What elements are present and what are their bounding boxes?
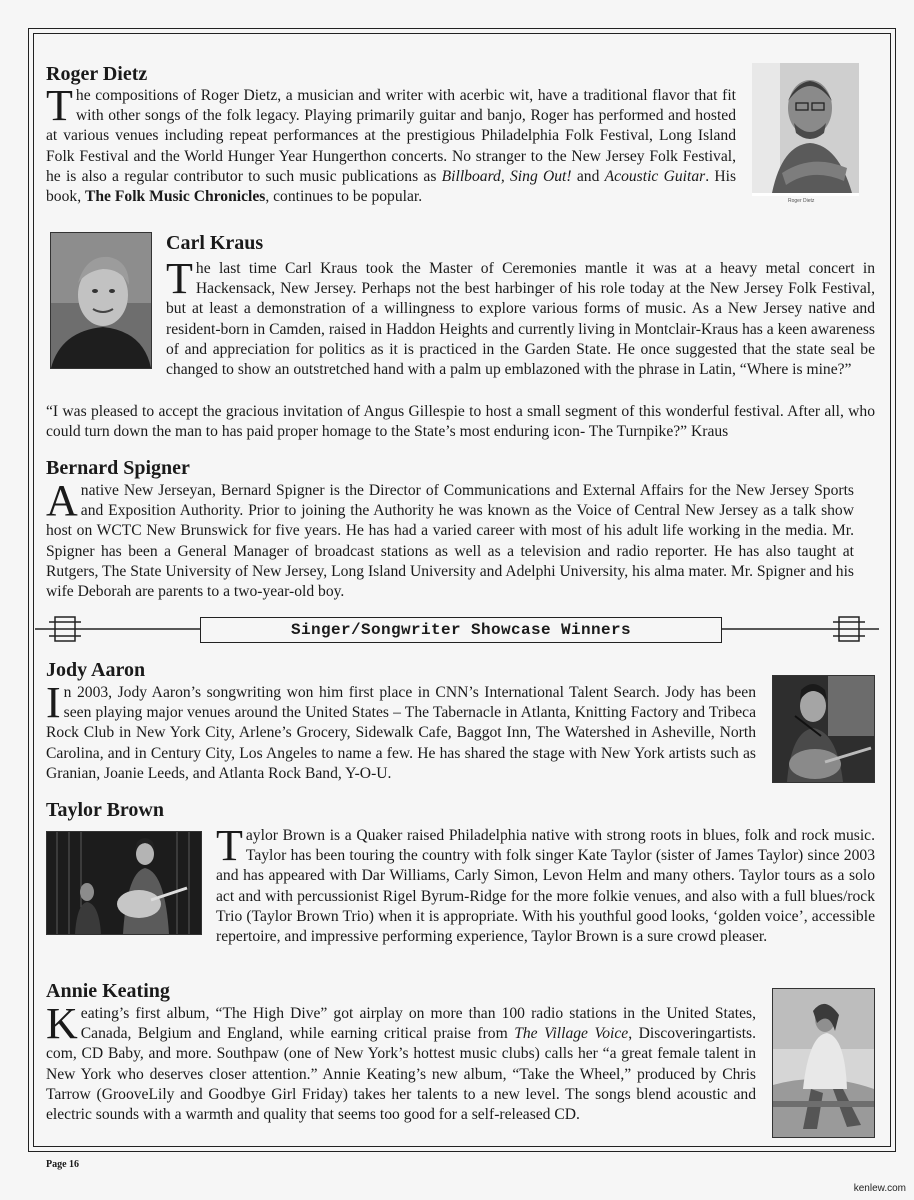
photo-jody-aaron bbox=[772, 675, 875, 783]
bio-bernard-spigner: A native New Jerseyan, Bernard Spigner is the Director of Communications and External Affairs for the New Jersey Sports and Exposition Authority. Prior to joining the Authority he was known as the Voice of Central New Jersey as a talk show host on WCTC New Brunswick for five years. He has had a varied career with most of his adult life working in the media. Mr. Spigner has been a General Manager of broadcast stations as well as a television and radio reporter. He has also taught at Rutgers, The State University of New Jersey, Long Island University and Adelphi University, his alma mater. Mr. Spigner and his wife Deborah are parents to a two-year-old boy. bbox=[46, 476, 854, 601]
performance-image bbox=[773, 676, 874, 782]
heading-jody-aaron: Jody Aaron bbox=[46, 659, 146, 681]
drop-cap: I bbox=[46, 678, 61, 727]
heading-carl-kraus: Carl Kraus bbox=[166, 232, 264, 254]
bio-roger-dietz: The compositions of Roger Dietz, a musician and writer with acerbic wit, have a traditional flavor that fit with other songs of the folk legacy. Playing primarily guitar and banjo, Roger has performed and hosted at various venues including repeat performances at the prestigious Philadelphia Folk Festival, Long Island Folk Festival and the World Hunger Year Hungerthon concerts. No stranger to the New Jersey Folk Festival, he is also a regular contributor to such music publications as Billboard, Sing Out! and Acoustic Guitar. His book, The Folk Music Chronicles, continues to be popular. bbox=[46, 81, 737, 206]
page-number: Page 16 bbox=[46, 1159, 80, 1170]
bio-annie-keating: Keating’s first album, “The High Dive” got airplay on more than 100 radio stations in the United States, Canada, Belgium and England, while earning critical praise from The Village Voice, Discoveringartists. com, CD Baby, and more. Southpaw (one of New York’s hottest music clubs) calls her “a great female talent in New York who deserves closer attention.” Annie Keating’s new album, “Take the Wheel,” produced by Chris Tarrow (GrooveLily and Goodbye Girl Friday) takes her talents to a new level. The songs blend acoustic and electric sounds with a warmth and quality that seems too good for a self-released CD. bbox=[46, 999, 756, 1124]
drop-cap: T bbox=[46, 81, 73, 130]
drop-cap: T bbox=[216, 821, 243, 870]
performance-image bbox=[47, 832, 201, 934]
heading-annie-keating: Annie Keating bbox=[46, 980, 170, 1002]
drop-cap: T bbox=[166, 254, 193, 303]
drop-cap: K bbox=[46, 999, 78, 1048]
bio-taylor-brown: Taylor Brown is a Quaker raised Philadelphia native with strong roots in blues, folk and rock music. Taylor has been touring the country with folk singer Kate Taylor (sister of James Taylor) since 2003 and has appeared with Dar Williams, Carly Simon, Levon Helm and many others. Taylor tours as a solo act and with percussionist Rigel Byrum-Ridge for the more folkie venues, and also with a full blues/rock Trio (Taylor Brown Trio) when it is appropriate. With his youthful good looks, ‘golden voice’, accessible repertoire, and impressive performing experience, Taylor Brown is a sure crowd pleaser. bbox=[216, 821, 875, 946]
photo-carl-kraus bbox=[50, 232, 152, 369]
heading-bernard-spigner: Bernard Spigner bbox=[46, 457, 190, 479]
photo-annie-keating bbox=[772, 988, 875, 1138]
photo-roger-dietz bbox=[752, 63, 859, 196]
watermark: kenlew.com bbox=[853, 1183, 906, 1194]
quote-carl-kraus: “I was pleased to accept the gracious invitation of Angus Gillespie to host a small segment of this wonderful festival. After all, who could turn down the man to has paid proper homage to the State’s most enduring icon- The Turnpike?” Kraus bbox=[46, 403, 875, 441]
bio-carl-kraus: The last time Carl Kraus took the Master of Ceremonies mantle it was at a heavy metal concert in Hackensack, New Jersey. Perhaps not the best harbinger of his role today at the New Jersey Folk Festival, but at least a demonstration of a willingness to explore various forms of music. As a New Jersey native and resident-born in Camden, raised in Haddon Heights and currently living in Montclair-Kraus has a keen awareness of and appreciation for politics as it is practiced in the Garden State. He once suggested that the state seal be changed to show an outstretched hand with a palm up emblazoned with the phrase in Latin, “Where is mine?” bbox=[166, 254, 875, 379]
bio-jody-aaron: In 2003, Jody Aaron’s songwriting won him first place in CNN’s International Talent Search. Jody has been seen playing major venues around the United States – The Tabernacle in Atlanta, Knitting Factory and Tribeca Rock Club in New York City, Arlene’s Grocery, Sidewalk Cafe, Baggot Inn, The Watershed in Asheville, North Carolina, and in Century City, Los Angeles to name a few. He has shared the stage with New York artists such as Granian, Joanie Leeds, and Atlanta Rock Band, Y-O-U. bbox=[46, 678, 756, 782]
portrait-image bbox=[752, 63, 859, 196]
portrait-image bbox=[773, 989, 874, 1137]
banner-title: Singer/Songwriter Showcase Winners bbox=[200, 617, 722, 643]
drop-cap: A bbox=[46, 476, 78, 525]
heading-taylor-brown: Taylor Brown bbox=[46, 799, 164, 821]
portrait-image bbox=[51, 233, 151, 368]
photo-taylor-brown bbox=[46, 831, 202, 935]
heading-roger-dietz: Roger Dietz bbox=[46, 63, 148, 85]
photo-caption: Roger Dietz bbox=[788, 198, 815, 204]
